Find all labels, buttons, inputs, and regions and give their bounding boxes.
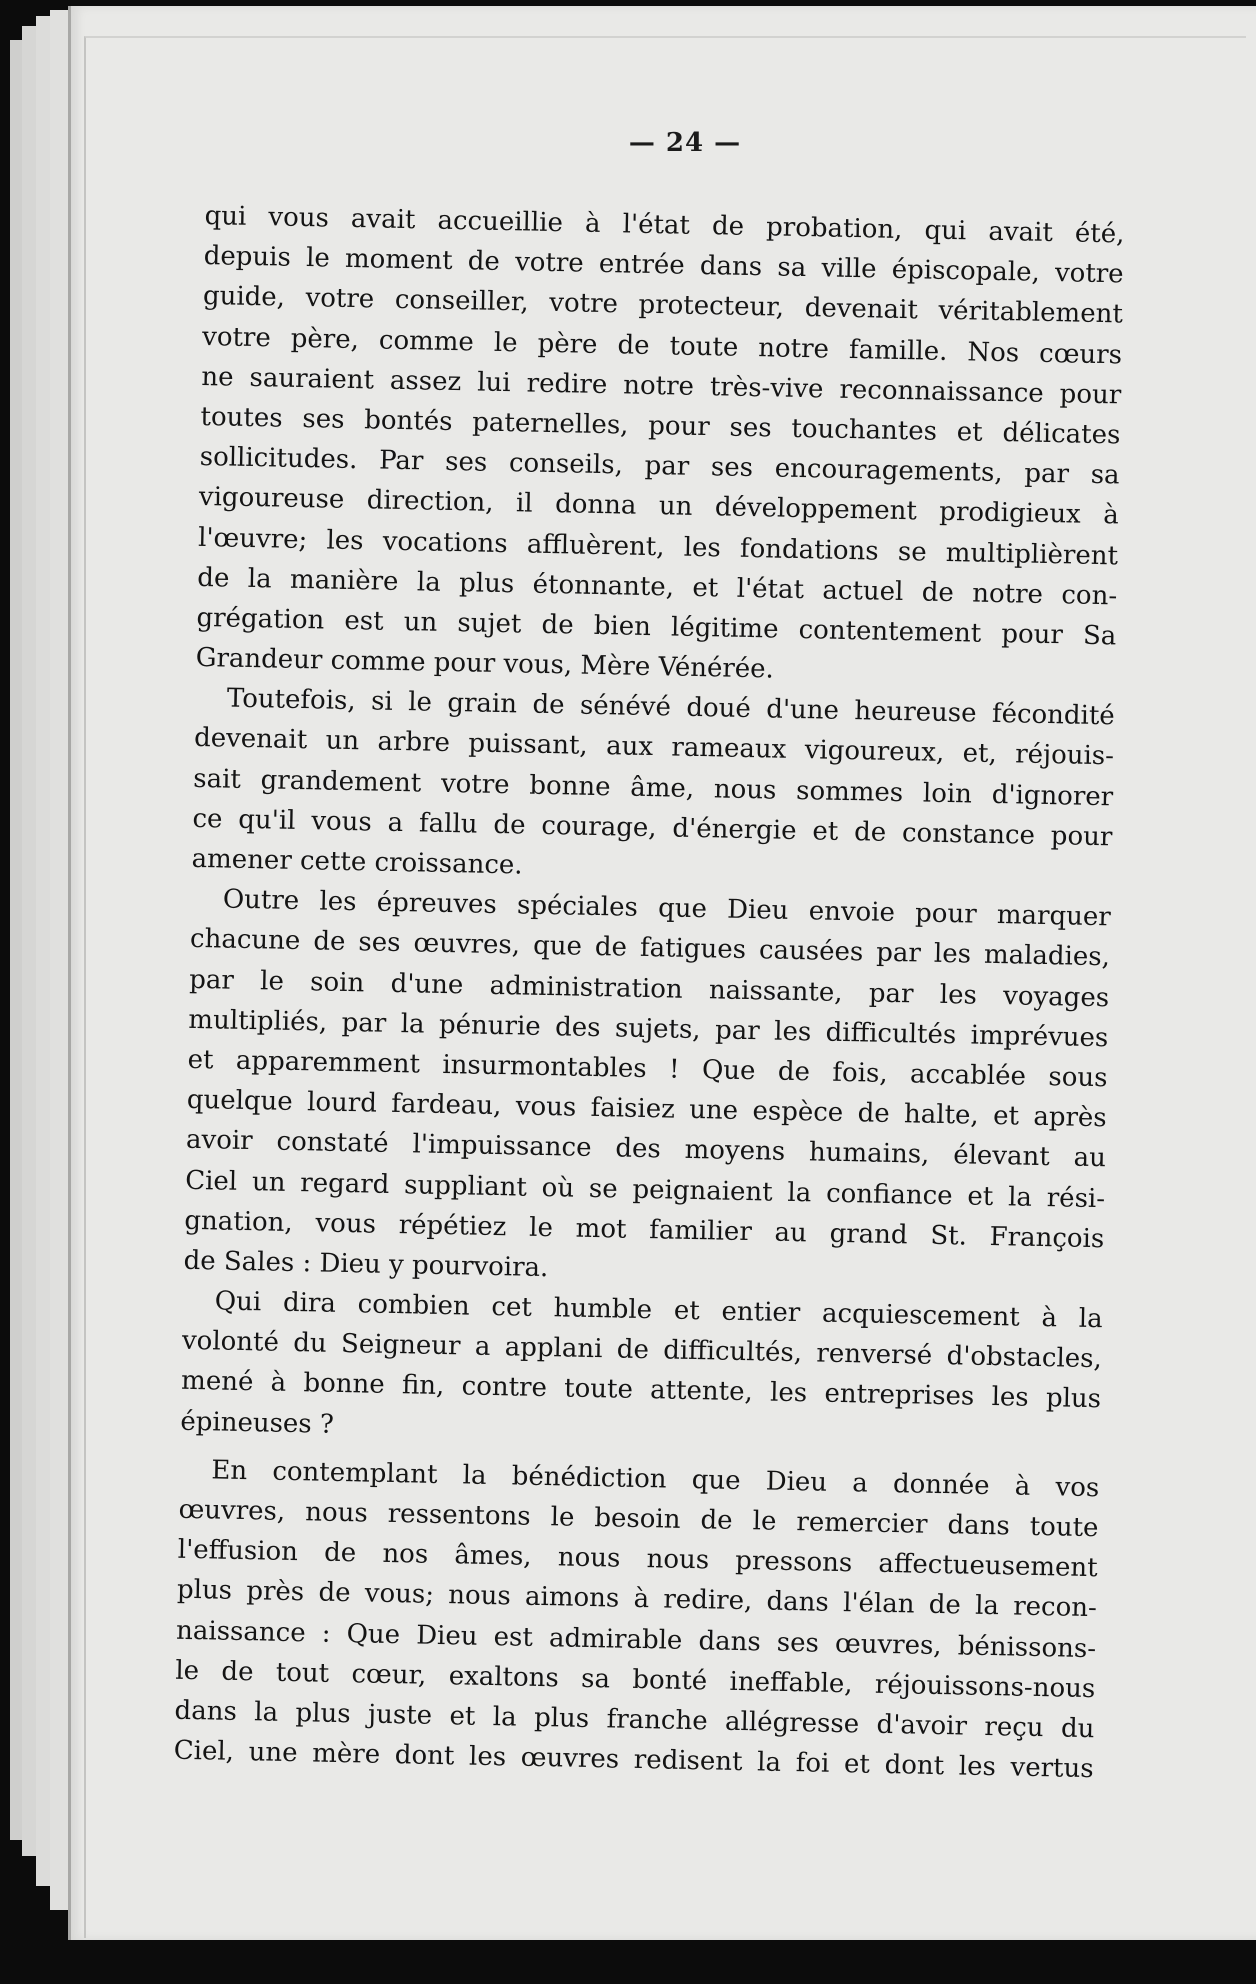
text-line: mené à bonne fin, contre toute attente, les entreprises les plus — [180, 1366, 1102, 1415]
text-line: guide, votre conseiller, votre protecteur, devenait véritablement — [202, 281, 1124, 330]
text-line: toutes ses bontés paternelles, pour ses touchantes et délicates — [200, 401, 1121, 451]
text-line: l'œuvre; les vocations affluèrent, les fondations se multiplièrent — [197, 522, 1119, 571]
text-line: avoir constaté l'impuissance des moyens humains, élevant au — [185, 1125, 1107, 1174]
text-line: épineuses ? — [180, 1406, 335, 1440]
text-line: Ciel un regard suppliant où se peignaient la confiance et la rési- — [184, 1165, 1106, 1214]
text-line: Grandeur comme pour vous, Mère Vénérée. — [195, 642, 775, 685]
text-line: amener cette croissance. — [191, 843, 523, 881]
text-line: et apparemment insurmontables ! Que de fois, accablée sous — [187, 1044, 1108, 1094]
page-number: — 24 — — [628, 128, 742, 158]
text-line: qui vous avait accueillie à l'état de probation, qui avait été, — [204, 200, 1125, 250]
text-line: depuis le moment de votre entrée dans sa ville épiscopale, votre — [203, 241, 1124, 290]
text-line: naissance : Que Dieu est admirable dans ses œuvres, bénissons- — [175, 1615, 1097, 1664]
body-text — [173, 196, 1124, 1789]
text-line: volonté du Seigneur a applani de difficultés, renversé d'obstacles, — [181, 1326, 1103, 1375]
text-line: vigoureuse direction, il donna un développement prodigieux à — [198, 482, 1120, 531]
text-line: grégation est un sujet de bien légitime contentement pour Sa — [196, 602, 1117, 652]
text-line: Toutefois, si le grain de sénévé doué d'une heureuse fécondité — [226, 683, 1116, 732]
text-line: de Sales : Dieu y pourvoira. — [183, 1245, 549, 1283]
text-line: Outre les épreuves spéciales que Dieu envoie pour marquer — [222, 884, 1112, 933]
text-line: l'effusion de nos âmes, nous nous pressons affectueusement — [177, 1534, 1098, 1584]
text-line: devenait un arbre puissant, aux rameaux vigoureux, et, réjouis- — [193, 723, 1115, 772]
text-line: chacune de ses œuvres, que de fatigues causées par les maladies, — [189, 924, 1111, 973]
text-line: quelque lourd fardeau, vous faisiez une espèce de halte, et après — [186, 1084, 1107, 1134]
text-line: multipliés, par la pénurie des sujets, par les difficultés imprévues — [188, 1004, 1109, 1054]
text-line: sait grandement votre bonne âme, nous sommes loin d'ignorer — [193, 763, 1114, 812]
text-line: Ciel, une mère dont les œuvres redisent la foi et dont les vertus — [173, 1735, 1094, 1785]
text-line: plus près de vous; nous aimons à redire, dans l'élan de la recon- — [176, 1575, 1098, 1624]
text-line: de la manière la plus étonnante, et l'état actuel de notre con- — [197, 562, 1118, 612]
text-line: par le soin d'une administration naissante, par les voyages — [188, 964, 1110, 1013]
text-line: ce qu'il vous a fallu de courage, d'énergie et de constance pour — [192, 803, 1113, 853]
text-line: sollicitudes. Par ses conseils, par ses encouragements, par sa — [199, 442, 1120, 491]
text-line: le de tout cœur, exaltons sa bonté ineffable, réjouissons-nous — [175, 1655, 1096, 1704]
text-line: En contemplant la bénédiction que Dieu a donnée à vos — [211, 1455, 1100, 1504]
text-line: ne sauraient assez lui redire notre très-vive reconnaissance pour — [201, 361, 1122, 411]
text-line: gnation, vous répétiez le mot familier au grand St. François — [184, 1205, 1105, 1254]
text-line: dans la plus juste et la plus franche allégresse d'avoir reçu du — [174, 1695, 1095, 1745]
text-line: votre père, comme le père de toute notre famille. Nos cœurs — [201, 321, 1123, 370]
text-line: Qui dira combien cet humble et entier acquiescement à la — [214, 1286, 1103, 1335]
text-line: œuvres, nous ressentons le besoin de le remercier dans toute — [178, 1494, 1099, 1544]
